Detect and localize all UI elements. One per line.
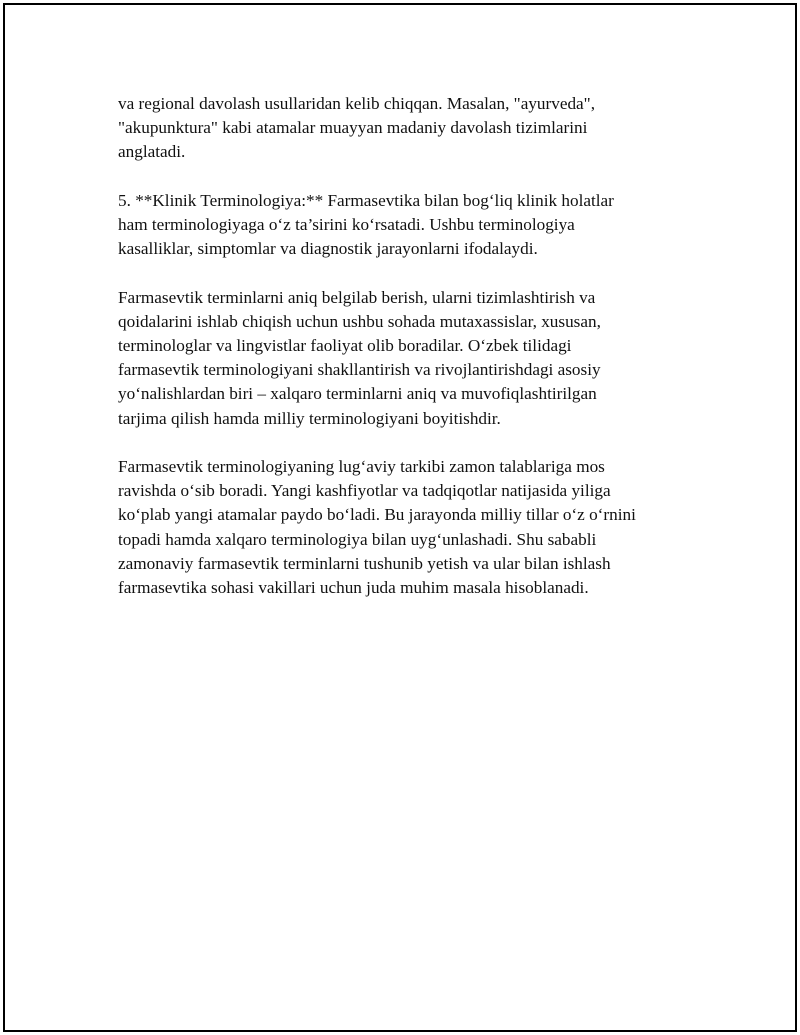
paragraph-continuation: va regional davolash usullaridan kelib chiqqan. Masalan, "ayurveda", "akupunktura" kabi atamalar muayyan madaniy davolash tizimlarini anglatadi. — [118, 94, 595, 162]
paragraph-clinical-terminology: 5. **Klinik Terminologiya:** Farmasevtika bilan bog‘liq klinik holatlar ham terminologiyaga o‘z ta’sirini ko‘rsatadi. Ushbu terminologiya kasalliklar, simptomlar va diagnostik jarayonlarni ifodalaydi. — [118, 190, 614, 259]
paragraph-lexical-growth: Farmasevtik terminologiyaning lug‘aviy tarkibi zamon talablariga mos ravishda o‘sib boradi. Yangi kashfiyotlar va tadqiqotlar natijasida yiliga ko‘plab yangi atamalar paydo bo‘ladi. Bu jarayonda milliy tillar o‘z o‘rnini topadi hamda xalqaro terminologiya bilan uyg‘unlashadi. Shu sababli zamonaviy farmasevtik terminlarni tushunib yetish va ular bilan ishlash farmasevtika sohasi vakillari uchun juda muhim masala hisoblanadi. — [118, 457, 636, 598]
paragraph-term-specialists: Farmasevtik terminlarni aniq belgilab berish, ularni tizimlashtirish va qoidalarini ishlab chiqish uchun ushbu sohada mutaxassislar, xususan, terminologlar va lingvistlar faoliyat olib boradilar. O‘zbek tilidagi farmasevtik terminologiyani shakllantirish va rivojlantirishdagi asosiy yo‘nalishlardan biri – xalqaro terminlarni aniq va muvofiqlashtirilgan tarjima qilish hamda milliy terminologiyani boyitishdir. — [118, 287, 601, 428]
document-body — [118, 92, 698, 624]
